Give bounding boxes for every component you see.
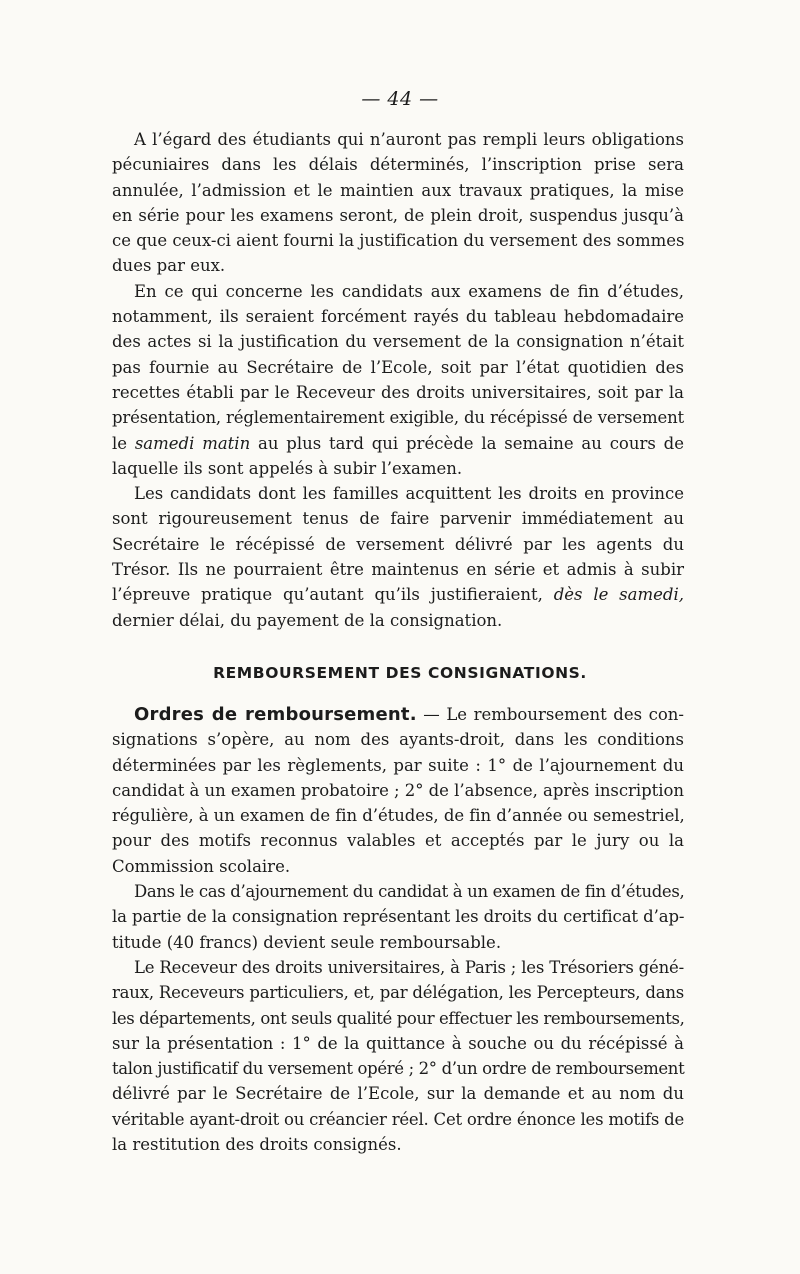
emphasis-des-le-samedi: dès le samedi, [553, 585, 684, 605]
text-line: Trésor. Ils ne pourraient être maintenus en série et admis à subir [112, 560, 684, 580]
text-run: le [112, 433, 135, 453]
body-text-bottom [112, 702, 684, 1157]
text-line: en série pour les examens seront, de plein droit, suspendus jusqu’à [112, 205, 684, 225]
text-line: pas fournie au Secrétaire de l’Ecole, soit par l’état quotidien des [112, 357, 684, 377]
text-line: délivré par le Secrétaire de l’Ecole, sur la demande et au nom du [112, 1084, 684, 1104]
text-line: titude (40 francs) devient seule remboursable. [112, 932, 502, 952]
page-number: — 44 — [361, 88, 439, 110]
text-line: la partie de la consignation représentant les droits du certificat d’ap- [112, 907, 685, 927]
text-line: annulée, l’admission et le maintien aux travaux pratiques, la mise [112, 180, 684, 200]
paragraph-refund-orders [112, 702, 684, 879]
text-line: véritable ayant-droit ou créancier réel. Cet ordre énonce les motifs de [112, 1109, 684, 1129]
text-line: notamment, ils seraient forcément rayés du tableau hebdomadaire [112, 307, 684, 327]
text-line: sont rigoureusement tenus de faire parvenir immédiatement au [112, 509, 684, 529]
text-line: Secrétaire le récépissé de versement délivré par les agents du [112, 534, 684, 554]
text-line: pécuniaires dans les délais déterminés, l’inscription prise sera [112, 155, 684, 175]
text-line: dernier délai, du payement de la consignation. [112, 610, 503, 630]
text-line: Dans le cas d’ajournement du candidat à un examen de fin d’études, [134, 882, 685, 902]
text-line-with-emphasis [112, 431, 684, 456]
text-line: recettes établi par le Receveur des droits universitaires, soit par la [112, 382, 684, 402]
text-line: Les candidats dont les familles acquittent les droits en province [134, 484, 684, 504]
text-line: Le Receveur des droits universitaires, à Paris ; les Trésoriers géné- [134, 957, 685, 977]
paragraph-arrears [112, 127, 684, 279]
text-run: au plus tard qui précède la semaine au cours de [250, 433, 684, 453]
text-line: présentation, réglementairement exigible, du récépissé de versement [112, 408, 684, 428]
paragraph-receivers [112, 955, 684, 1157]
text-line: déterminées par les règlements, par suite : 1° de l’ajournement du [112, 755, 684, 775]
paragraph-final-exams [112, 279, 684, 481]
paragraph-adjournment [112, 879, 684, 955]
emphasis-samedi-matin: samedi matin [134, 433, 251, 453]
text-line: laquelle ils sont appelés à subir l’examen. [112, 458, 463, 478]
text-line: la restitution des droits consignés. [112, 1135, 402, 1155]
text-line: les départements, ont seuls qualité pour effectuer les remboursements, [112, 1008, 685, 1028]
runin-title: Ordres de remboursement. [134, 704, 417, 725]
text-line: pour des motifs reconnus valables et acceptés par le jury ou la [112, 831, 684, 851]
text-line: talon justificatif du versement opéré ; 2° d’un ordre de remboursement [112, 1059, 685, 1079]
section-heading: REMBOURSEMENT DES CONSIGNATIONS. [213, 664, 587, 682]
text-line-with-runin [112, 702, 684, 727]
text-line: sur la présentation : 1° de la quittance à souche ou du récépissé à [112, 1033, 684, 1053]
text-line: des actes si la justification du versement de la consignation n’était [112, 332, 684, 352]
text-line: En ce qui concerne les candidats aux examens de fin d’études, [134, 281, 684, 301]
text-line-with-emphasis [112, 582, 684, 607]
body-text-top [112, 127, 684, 633]
text-run: l’épreuve pratique qu’autant qu’ils justifieraient, [112, 585, 554, 605]
text-line: candidat à un examen probatoire ; 2° de l’absence, après inscription [112, 780, 685, 800]
paragraph-province [112, 481, 684, 633]
text-line: signations s’opère, au nom des ayants-droit, dans les conditions [112, 730, 684, 750]
text-line: A l’égard des étudiants qui n’auront pas rempli leurs obligations [134, 130, 684, 149]
text-line: régulière, à un examen de fin d’études, de fin d’année ou semestriel, [112, 806, 685, 826]
text-line: Commission scolaire. [112, 856, 291, 876]
text-line: raux, Receveurs particuliers, et, par délégation, les Percepteurs, dans [112, 983, 685, 1003]
text-run: — Le remboursement des con- [416, 705, 685, 724]
text-line: dues par eux. [112, 256, 226, 276]
text-line: ce que ceux-ci aient fourni la justification du versement des sommes [112, 231, 685, 251]
